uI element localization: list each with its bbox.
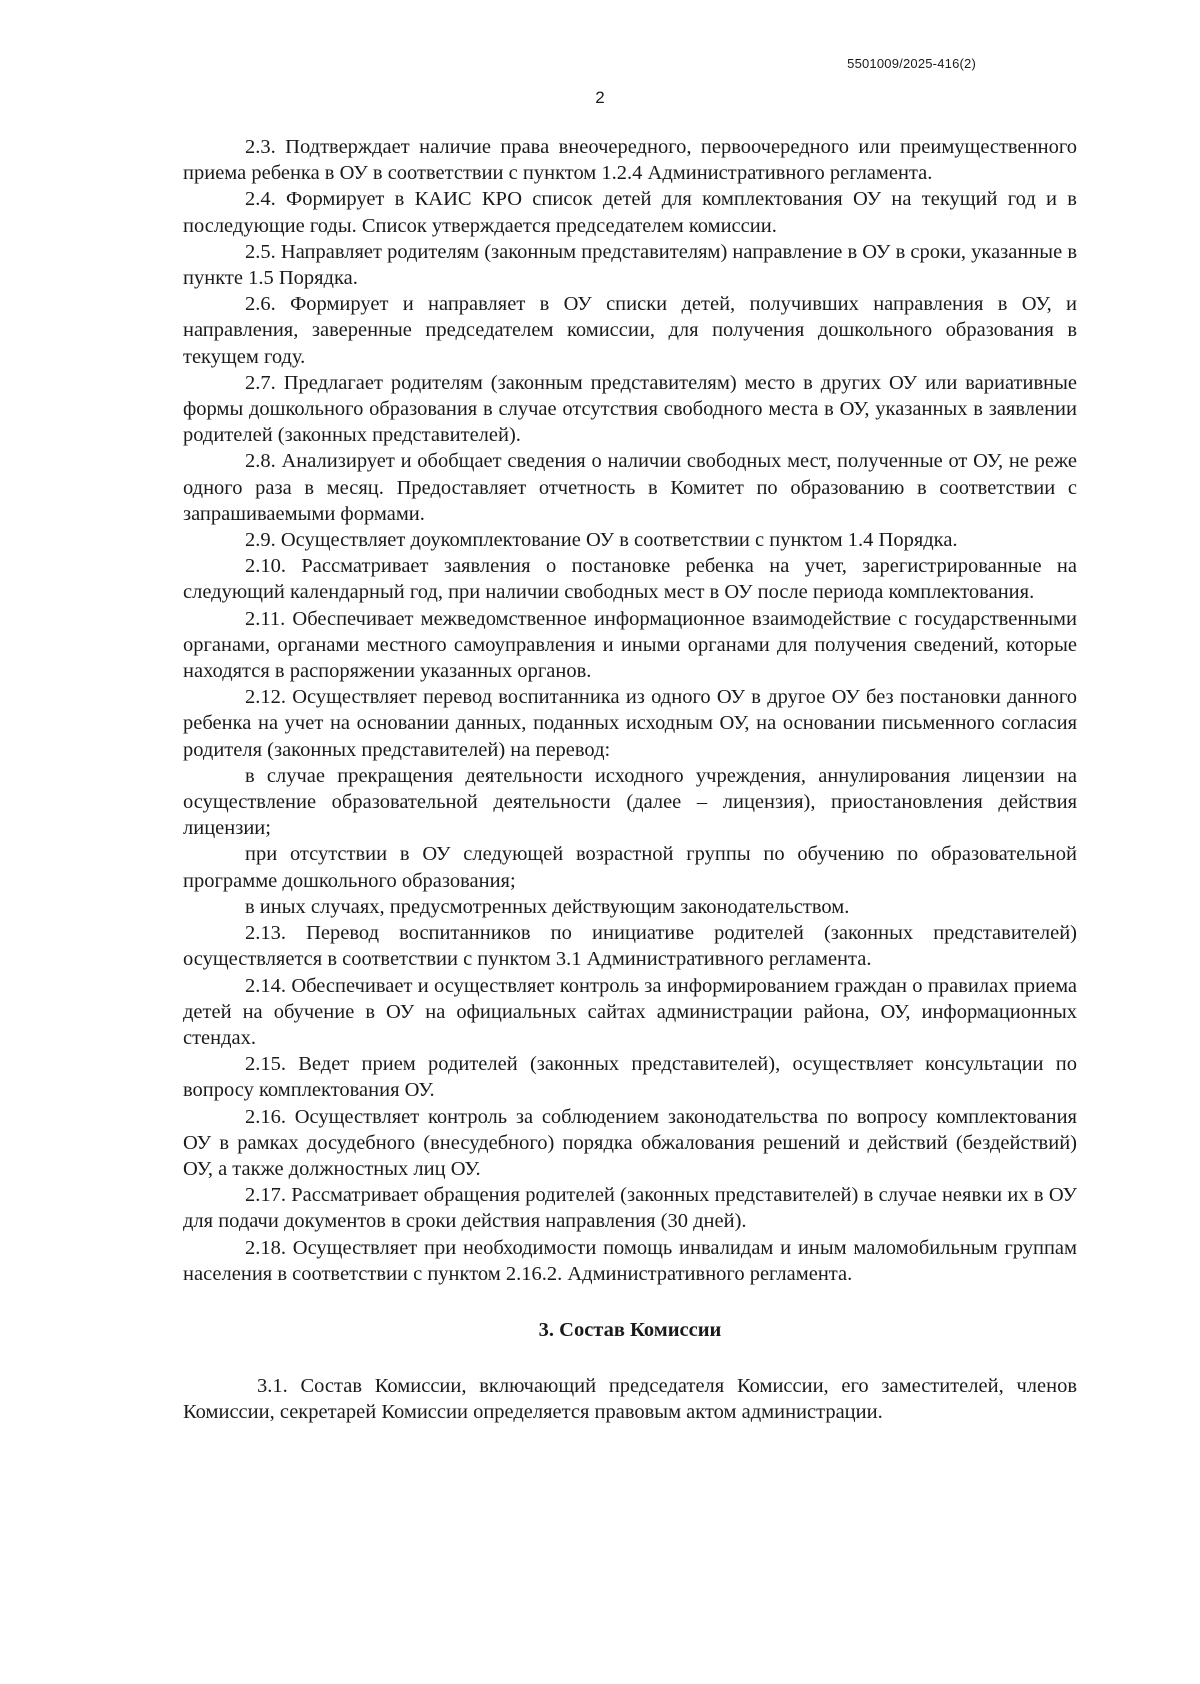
paragraph-2-12: 2.12. Осуществляет перевод воспитанника из одного ОУ в другое ОУ без постановки данного ребенка на учет на основании данных, поданных исходным ОУ, на основании письменного согласия родителя (законных представителей) на перевод: [183, 686, 1077, 761]
paragraph-2-4: 2.4. Формирует в КАИС КРО список детей для комплектования ОУ на текущий год и в последующие годы. Список утверждается председателем комиссии. [183, 188, 1077, 237]
paragraph-2-18: 2.18. Осуществляет при необходимости помощь инвалидам и иным маломобильным группам населения в соответствии с пунктом 2.16.2. Административного регламента. [183, 1236, 1077, 1285]
page-number: 2 [595, 88, 605, 107]
document-id: 5501009/2025-416(2) [847, 56, 976, 71]
paragraph-2-9: 2.9. Осуществляет доукомплектование ОУ в соответствии с пунктом 1.4 Порядка. [245, 529, 958, 552]
paragraph-2-7: 2.7. Предлагает родителям (законным представителям) место в других ОУ или вариативные формы дошкольного образования в случае отсутствия свободного места в ОУ, указанных в заявлении родителей (законных представителей). [183, 371, 1077, 447]
paragraph-2-8: 2.8. Анализирует и обобщает сведения о наличии свободных мест, полученные от ОУ, не реже одного раза в месяц. Предоставляет отчетность в Комитет по образованию в соответствии с запрашиваемыми формами. [183, 450, 1077, 525]
paragraph-2-12-case-2: при отсутствии в ОУ следующей возрастной группы по обучению по образовательной программе дошкольного образования; [183, 843, 1077, 892]
section-3-title: 3. Состав Комиссии [538, 1318, 722, 1341]
paragraph-2-15: 2.15. Ведет прием родителей (законных представителей), осуществляет консультации по вопросу комплектования ОУ. [183, 1053, 1077, 1102]
paragraph-2-3: 2.3. Подтверждает наличие права внеочередного, первоочередного или преимущественного приема ребенка в ОУ в соответствии с пунктом 1.2.4 Административного регламента. [183, 136, 1077, 185]
paragraph-2-16: 2.16. Осуществляет контроль за соблюдением законодательства по вопросу комплектования ОУ в рамках досудебного (внесудебного) порядка обжалования решений и действий (бездействий) ОУ, а также должностных лиц ОУ. [183, 1105, 1077, 1180]
paragraph-2-17: 2.17. Рассматривает обращения родителей (законных представителей) в случае неявки их в ОУ для подачи документов в сроки действия направления (30 дней). [183, 1184, 1077, 1233]
paragraph-2-12-case-3: в иных случаях, предусмотренных действующим законодательством. [245, 895, 850, 918]
paragraph-2-14: 2.14. Обеспечивает и осуществляет контроль за информированием граждан о правилах приема детей на обучение в ОУ на официальных сайтах администрации района, ОУ, информационных стендах. [183, 974, 1077, 1049]
paragraph-2-11: 2.11. Обеспечивает межведомственное информационное взаимодействие с государственными органами, органами местного самоуправления и иными органами для получения сведений, которые находятся в распоряжении указанных органов. [183, 607, 1077, 683]
paragraph-2-12-case-1: в случае прекращения деятельности исходного учреждения, аннулирования лицензии на осуществление образовательной деятельности (далее – лицензия), приостановления действия лицензии; [183, 764, 1077, 840]
paragraph-2-10: 2.10. Рассматривает заявления о постановке ребенка на учет, зарегистрированные на следующий календарный год, при наличии свободных мест в ОУ после периода комплектования. [183, 555, 1077, 604]
document-body [183, 134, 1077, 1426]
paragraph-2-6: 2.6. Формирует и направляет в ОУ списки детей, получивших направления в ОУ, и направления, заверенные председателем комиссии, для получения дошкольного образования в текущем году. [183, 293, 1077, 368]
paragraph-2-13: 2.13. Перевод воспитанников по инициативе родителей (законных представителей) осуществляется в соответствии с пунктом 3.1 Административного регламента. [183, 922, 1077, 971]
paragraph-2-5: 2.5. Направляет родителям (законным представителям) направление в ОУ в сроки, указанные в пункте 1.5 Порядка. [183, 240, 1077, 290]
paragraph-3-1: 3.1. Состав Комиссии, включающий председателя Комиссии, его заместителей, членов Комиссии, секретарей Комиссии определяется правовым актом администрации. [183, 1375, 1077, 1424]
